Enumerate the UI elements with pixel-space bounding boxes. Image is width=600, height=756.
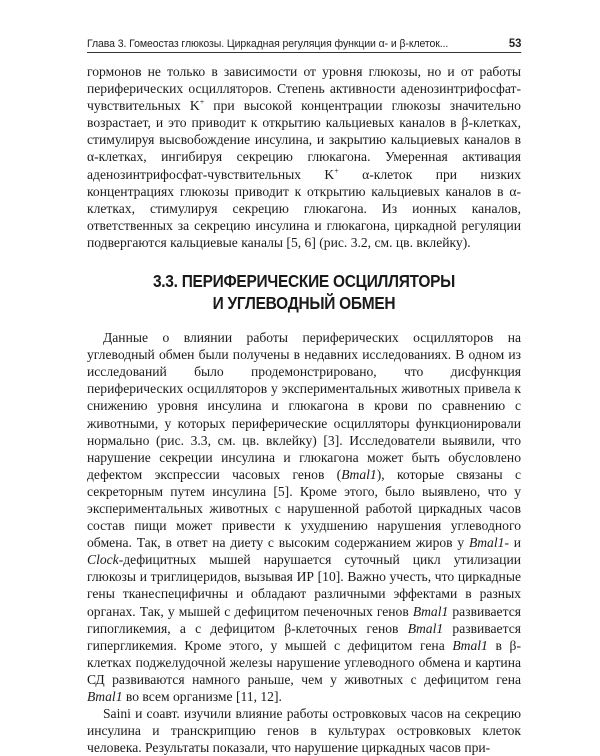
paragraph-2: Данные о влиянии работы периферических осцилляторов на углеводный обмен были получены в недавних исследованиях. В одном из исследований было продемонстрировано, что дисфункция периферических осцилляторов у экспериментальных животных привела к снижению уровня инсулина и глюкагона в крови по сравнению с животными, у которых периферические осцилляторы функционировали нормально (рис. 3.3, см. цв. вклейку) [3]. Исследователи выявили, что нарушение секреции инсулина и глюкагона может быть обусловлено дефектом экспрессии часовых генов (Bmal1), которые связаны с секреторным путем инсулина [5]. Кроме этого, было выявлено, что у экспериментальных животных с нарушенной работой циркадных часов состав пищи может привести к ухудшению нарушения углеводного обмена. Так, в ответ на диету с высоким содержанием жиров у Bmal1- и Clock-дефицитных мышей нарушается суточный цикл утилизации глюкозы и триглицеридов, вызывая ИР [10]. Важно учесть, что циркадные гены тканеспецифичны и обладают различными эффектами в разных органах. Так, у мышей с дефицитом печеночных генов Bmal1 развивается гипогликемия, а с дефицитом β-клеточных генов Bmal1 развивается гипергликемия. Кроме этого, у мышей с дефицитом гена Bmal1 в β-клетках поджелудочной железы нарушение углеводного обмена и картина СД развиваются намного раньше, чем у животных с дефицитом гена Bmal1 во всем организме [11, 12].	[87, 330, 522, 704]
book-page	[87, 36, 521, 756]
running-header	[87, 36, 521, 53]
page-number: 53	[508, 36, 522, 50]
section-heading-line-1: 3.3. ПЕРИФЕРИЧЕСКИЕ ОСЦИЛЛЯТОРЫ	[152, 271, 456, 292]
paragraph-3: Saini и соавт. изучили влияние работы островковых часов на секрецию инсулина и транскрипцию генов в культурах островковых клеток человека. Результаты показали, что нарушение циркадных часов при-	[87, 706, 521, 756]
paragraph-1: гормонов не только в зависимости от уровня глюкозы, но и от работы периферических осцилляторов. Степень активности аденозинтрифосфат-чувствительных K+ при высокой концентрации глюкозы значительно возрастает, и это приводит к открытию кальциевых каналов в β-клетках, стимулируя высвобождение инсулина, и закрытию кальциевых каналов в α-клетках, ингибируя секрецию глюкагона. Умеренная активация аденозинтрифосфат-чувствительных K+ α-клеток при низких концентрациях глюкозы приводит к открытию кальциевых каналов в α-клетках, стимулируя секрецию глюкагона. Из ионных каналов, ответственных за секрецию инсулина и глюкагона, циркадной регуляции подвергаются кальциевые каналы [5, 6] (рис. 3.2, см. цв. вклейку).	[87, 64, 521, 250]
chapter-title: Глава 3. Гомеостаз глюкозы. Циркадная регуляция функции α- и β-клеток...	[87, 38, 449, 50]
section-heading-line-2: И УГЛЕВОДНЫЙ ОБМЕН	[212, 292, 396, 313]
section-heading	[109, 271, 500, 314]
